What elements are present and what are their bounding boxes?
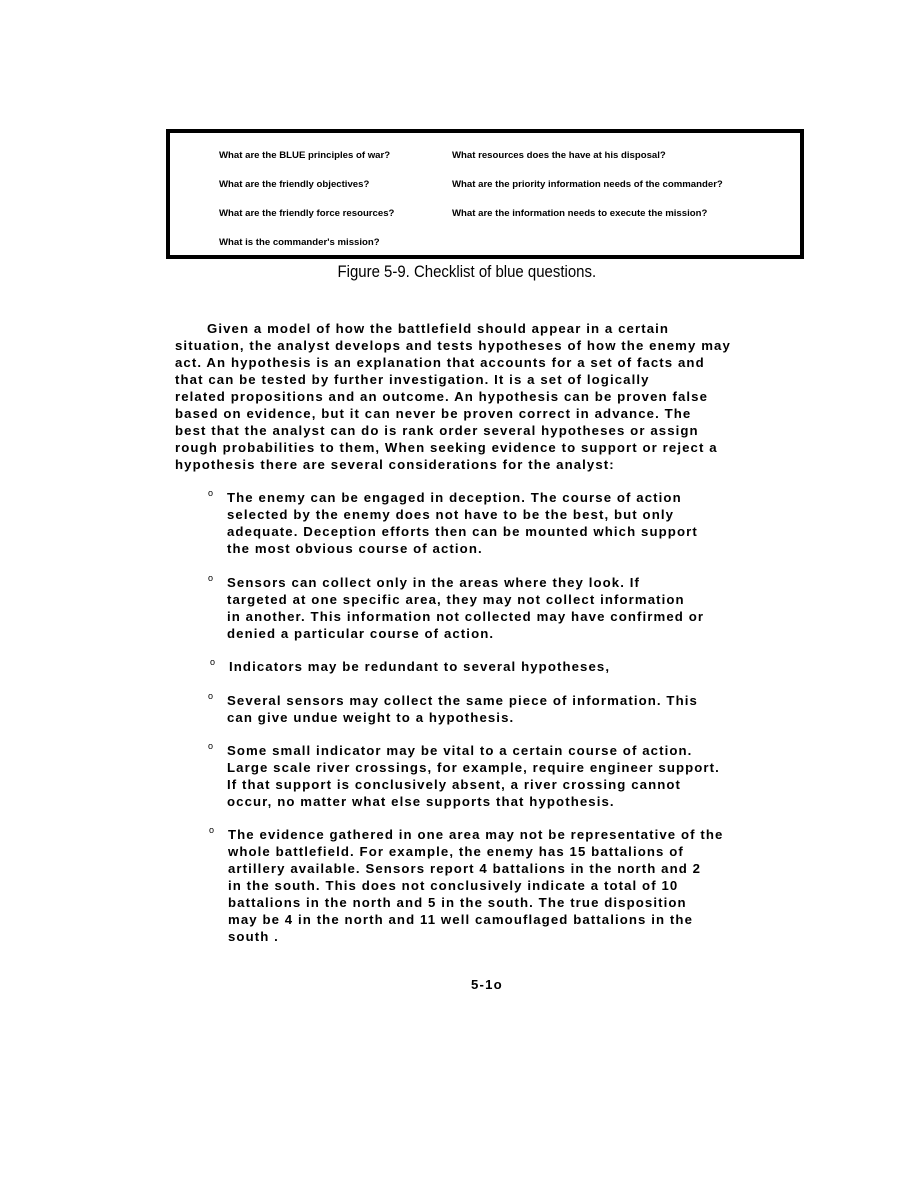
bullet-line: artillery available. Sensors report 4 battalions in the north and 2: [228, 861, 702, 876]
bullet-line: battalions in the north and 5 in the south. The true disposition: [228, 895, 687, 910]
page-number: 5-1o: [471, 977, 503, 992]
bullet-marker: o: [208, 573, 215, 583]
checklist-question: What is the commander's mission?: [219, 237, 380, 248]
bullet-line: occur, no matter what else supports that hypothesis.: [227, 794, 615, 809]
bullet-line: can give undue weight to a hypothesis.: [227, 710, 515, 725]
paragraph-line: act. An hypothesis is an explanation that accounts for a set of facts and: [175, 355, 705, 370]
bullet-line: selected by the enemy does not have to be the best, but only: [227, 507, 675, 522]
checklist-box: [166, 129, 804, 259]
bullet-line: whole battlefield. For example, the enemy has 15 battalions of: [228, 844, 684, 859]
bullet-line: Indicators may be redundant to several hypotheses,: [229, 659, 611, 674]
figure-caption: Figure 5-9. Checklist of blue questions.: [337, 262, 597, 281]
bullet-line: south .: [228, 929, 279, 944]
paragraph-line: based on evidence, but it can never be proven correct in advance. The: [175, 406, 692, 421]
checklist-question: What resources does the have at his disposal?: [452, 150, 666, 161]
bullet-line: Some small indicator may be vital to a certain course of action.: [227, 743, 693, 758]
bullet-line: The evidence gathered in one area may not be representative of the: [228, 827, 724, 842]
paragraph-line: Given a model of how the battlefield should appear in a certain: [207, 321, 670, 336]
bullet-marker: o: [208, 488, 215, 498]
bullet-line: in another. This information not collected may have confirmed or: [227, 609, 705, 624]
bullet-line: targeted at one specific area, they may not collect information: [227, 592, 685, 607]
paragraph-line: situation, the analyst develops and tests hypotheses of how the enemy may: [175, 338, 731, 353]
bullet-line: If that support is conclusively absent, a river crossing cannot: [227, 777, 682, 792]
paragraph-line: that can be tested by further investigation. It is a set of logically: [175, 372, 650, 387]
bullet-line: Sensors can collect only in the areas where they look. If: [227, 575, 641, 590]
bullet-marker: o: [208, 741, 215, 751]
checklist-question: What are the BLUE principles of war?: [219, 150, 391, 161]
paragraph-line: best that the analyst can do is rank order several hypotheses or assign: [175, 423, 699, 438]
checklist-question: What are the friendly objectives?: [219, 179, 370, 190]
paragraph-line: rough probabilities to them, When seeking evidence to support or reject a: [175, 440, 718, 455]
bullet-line: denied a particular course of action.: [227, 626, 495, 641]
checklist-question: What are the priority information needs of the commander?: [452, 179, 723, 190]
bullet-line: in the south. This does not conclusively indicate a total of 10: [228, 878, 679, 893]
bullet-marker: o: [210, 657, 217, 667]
bullet-line: Several sensors may collect the same piece of information. This: [227, 693, 698, 708]
bullet-line: the most obvious course of action.: [227, 541, 483, 556]
paragraph-line: hypothesis there are several considerations for the analyst:: [175, 457, 615, 472]
bullet-line: Large scale river crossings, for example, require engineer support.: [227, 760, 720, 775]
checklist-question: What are the friendly force resources?: [219, 208, 395, 219]
bullet-marker: o: [209, 825, 216, 835]
paragraph-line: related propositions and an outcome. An hypothesis can be proven false: [175, 389, 709, 404]
bullet-line: The enemy can be engaged in deception. The course of action: [227, 490, 682, 505]
checklist-question: What are the information needs to execute the mission?: [452, 208, 708, 219]
bullet-marker: o: [208, 691, 215, 701]
bullet-line: adequate. Deception efforts then can be mounted which support: [227, 524, 698, 539]
bullet-line: may be 4 in the north and 11 well camouflaged battalions in the: [228, 912, 694, 927]
